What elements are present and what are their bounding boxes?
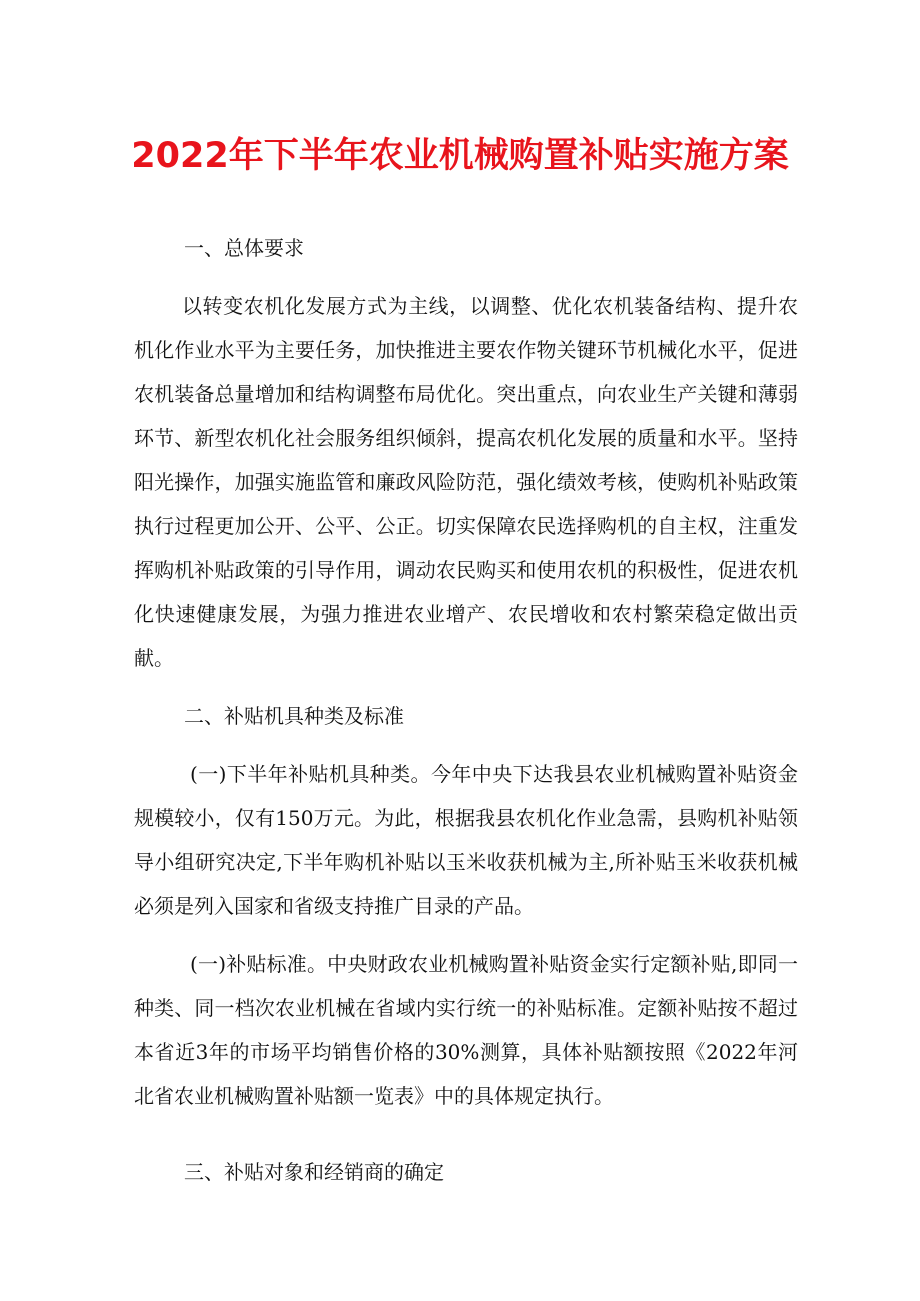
section-heading-general-requirements: 一、总体要求 — [184, 236, 304, 260]
section-heading-subsidy-recipients: 三、补贴对象和经销商的确定 — [184, 1160, 444, 1184]
document-title: 2022年下半年农业机械购置补贴实施方案 — [131, 136, 789, 176]
paragraph-general-requirements: 以转变农机化发展方式为主线，以调整、优化农机装备结构、提升农机化作业水平为主要任务，加快推进主要农作物关键环节机械化水平，促进农机装备总量增加和结构调整布局优化。突出重点，向农业生产关键和薄弱环节、新型农机化社会服务组织倾斜，提高农机化发展的质量和水平。坚持阳光操作，加强实施监管和廉政风险防范，强化绩效考核，使购机补贴政策执行过程更加公开、公平、公正。切实保障农民选择购机的自主权，注重发挥购机补贴政策的引导作用，调动农民购买和使用农机的积极性，促进农机化快速健康发展，为强力推进农业增产、农民增收和农村繁荣稳定做出贡献。 — [134, 294, 798, 670]
section-heading-subsidy-types: 二、补贴机具种类及标准 — [184, 704, 404, 728]
document-body — [134, 226, 798, 1194]
paragraph-subsidy-standard: (一)补贴标准。中央财政农业机械购置补贴资金实行定额补贴,即同一种类、同一档次农业机械在省域内实行统一的补贴标准。定额补贴按不超过本省近3年的市场平均销售价格的30%测算，具体补贴额按照《2022年河北省农业机械购置补贴额一览表》中的具体规定执行。 — [134, 952, 798, 1108]
paragraph-subsidy-machine-types: (一)下半年补贴机具种类。今年中央下达我县农业机械购置补贴资金规模较小，仅有150万元。为此，根据我县农机化作业急需，县购机补贴领导小组研究决定,下半年购机补贴以玉米收获机械为主,所补贴玉米收获机械必须是列入国家和省级支持推广目录的产品。 — [134, 762, 798, 918]
